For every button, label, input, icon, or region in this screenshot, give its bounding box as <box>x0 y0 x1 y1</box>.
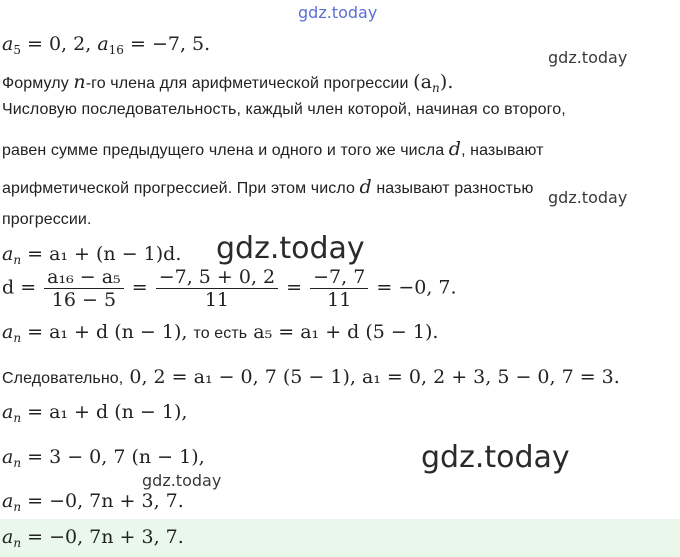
watermark-top: gdz.today <box>298 3 378 22</box>
fraction-1: $\frac{\text{a₁₆ − a₅}}{16 - 5}$ <box>44 266 124 311</box>
formula-line-3: $a_n = a_1 + d$ (n − 1), то есть a₅ = a₁ + d (5 − 1). <box>2 321 439 345</box>
definition-line-3: арифметической прогрессией. При этом число d называют разностью <box>2 176 534 198</box>
definition-line-1: Числовую последовательность, каждый член которой, начиная со второго, <box>2 101 566 118</box>
given-values: $a_5 = 0$, 2, $a_{16} = -7$, 5. <box>2 33 211 57</box>
fraction-3: $\frac{-7, 7}{11}$ <box>310 266 368 311</box>
formula-line-7: $a_n = -0$, 7n + 3, 7. <box>2 490 184 514</box>
difference-calculation: d = $\frac{\text{a₁₆ − a₅}}{16 - 5}$ = $\frac{-7, 5 + 0, 2}{11}$ = $\frac{-7, 7}{11}$ = −0, 7. <box>2 266 457 311</box>
formula-line-4: Следовательно, 0, 2 = a₁ − 0, 7 (5 − 1), a₁ = 0, 2 + 3, 5 − 0, 7 = 3. <box>2 366 620 388</box>
answer-line: $a_n = -0$, 7n + 3, 7. <box>2 526 184 550</box>
definition-line-2: равен сумме предыдущего члена и одного и того же числа d, называют <box>2 138 544 160</box>
formula-line-5: $a_n = a_1 + d$ (n − 1), <box>2 401 188 425</box>
watermark-big-2: gdz.today <box>421 440 570 475</box>
watermark-right-1: gdz.today <box>548 48 628 67</box>
watermark-right-2: gdz.today <box>548 188 628 207</box>
watermark-big-1: gdz.today <box>216 231 365 266</box>
formula-line-6: $a_n = 3 - 0$, 7 (n − 1), <box>2 446 205 470</box>
watermark-bottom: gdz.today <box>142 471 222 490</box>
fraction-2: $\frac{-7, 5 + 0, 2}{11}$ <box>156 266 278 311</box>
general-formula: $a_n = a_1 + (n - 1)d$. <box>2 243 182 267</box>
definition-line-4: прогрессии. <box>2 211 92 228</box>
formula-intro: Формулу n-го члена для арифметической прогрессии $(a_n)$. <box>2 71 454 95</box>
